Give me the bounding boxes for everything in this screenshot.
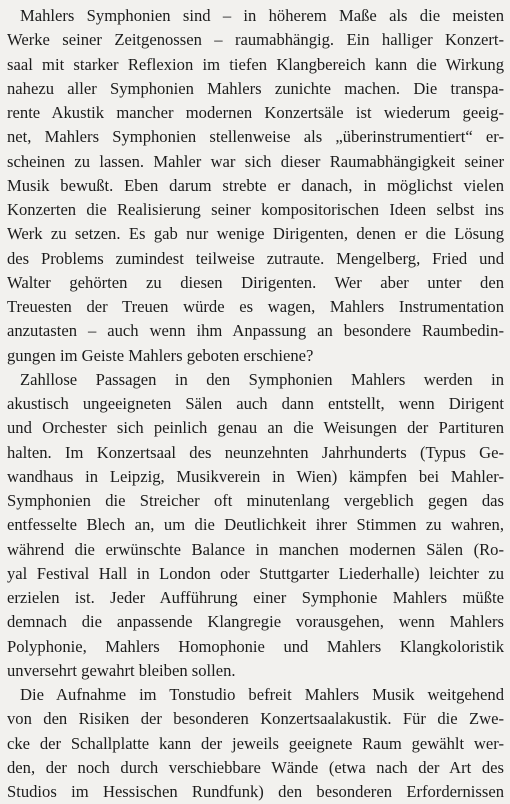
text-line: akustisch ungeeigneten Sälen auch dann entstellt, wenn Dirigent — [7, 394, 504, 413]
paragraph — [7, 368, 504, 683]
paragraph — [7, 4, 504, 368]
paragraph — [7, 683, 504, 804]
text-line: Treuesten der Treuen würde es wagen, Mahlers Instrumentation — [7, 297, 504, 316]
text-line: Mahlers Symphonien sind – in höherem Maße als die meisten — [20, 6, 504, 25]
text-line: scheinen zu lassen. Mahler war sich dieser Raumabhängigkeit seiner — [7, 151, 504, 171]
text-line: Polyphonie, Mahlers Homophonie und Mahlers Klangkoloristik — [7, 636, 504, 656]
text-line: unversehrt gewahrt bleiben sollen. — [7, 660, 236, 680]
text-line: nahezu aller Symphonien Mahlers zunichte machen. Die transpa- — [7, 78, 504, 98]
text-line: rente Akustik mancher modernen Konzertsäle ist wiederum geeig- — [7, 103, 504, 122]
text-line: Musik bewußt. Eben darum strebte er danach, in möglichst vielen — [7, 175, 504, 195]
text-line: Symphonien die Streicher oft minutenlang vergeblich gegen das — [7, 491, 504, 510]
text-line: Zahllose Passagen in den Symphonien Mahlers werden in — [20, 369, 504, 389]
text-line: Die Aufnahme im Tonstudio befreit Mahlers Musik weitgehend — [20, 685, 504, 704]
text-line: erzielen ist. Jeder Aufführung einer Symphonie Mahlers müßte — [7, 588, 504, 607]
text-line: während die erwünschte Balance in manchen modernen Sälen (Ro- — [7, 539, 504, 559]
text-line: und Orchester sich peinlich genau an die Weisungen der Partituren — [7, 418, 504, 438]
text-line: Studios im Hessischen Rundfunk) den besonderen Erfordernissen — [7, 782, 504, 801]
text-line: saal mit starker Reflexion im tiefen Klangbereich kann die Wirkung — [7, 54, 504, 74]
text-line: entfesselte Blech an, um die Deutlichkeit ihrer Stimmen zu wahren, — [7, 515, 504, 535]
text-line: wandhaus in Leipzig, Musikverein in Wien) kämpfen bei Mahler- — [7, 466, 504, 486]
text-line: net, Mahlers Symphonien stellenweise als „überinstrumentiert“ er- — [7, 127, 504, 147]
text-line: Werke seiner Zeitgenossen – raumabhängig. Ein halliger Konzert- — [7, 30, 504, 50]
text-line: Walter gehörten zu diesen Dirigenten. Wer aber unter den — [7, 272, 504, 292]
text-line: cke der Schallplatte kann der jeweils geeignete Raum gewählt wer- — [7, 733, 504, 753]
text-line: halten. Im Konzertsaal des neunzehnten Jahrhunderts (Typus Ge- — [7, 442, 504, 462]
text-line: demnach die anpassende Klangregie vorausgehen, wenn Mahlers — [7, 612, 504, 632]
text-line: Werk zu setzen. Es gab nur wenige Dirigenten, denen er die Lösung — [7, 224, 504, 244]
text-line: Konzerten die Realisierung seiner kompositorischen Ideen selbst ins — [7, 200, 504, 219]
text-line: yal Festival Hall in London oder Stuttgarter Liederhalle) leichter zu — [7, 563, 504, 583]
text-line: den, der noch durch verschiebbare Wände (etwa nach der Art des — [7, 757, 504, 777]
text-line: des Problems zumindest teilweise zutraute. Mengelberg, Fried und — [7, 248, 504, 268]
text-line: gungen im Geiste Mahlers geboten erschiene? — [7, 345, 314, 365]
text-line: anzutasten – auch wenn ihm Anpassung an besondere Raumbedin- — [7, 321, 504, 341]
text-line: von den Risiken der besonderen Konzertsaalakustik. Für die Zwe- — [7, 709, 504, 729]
